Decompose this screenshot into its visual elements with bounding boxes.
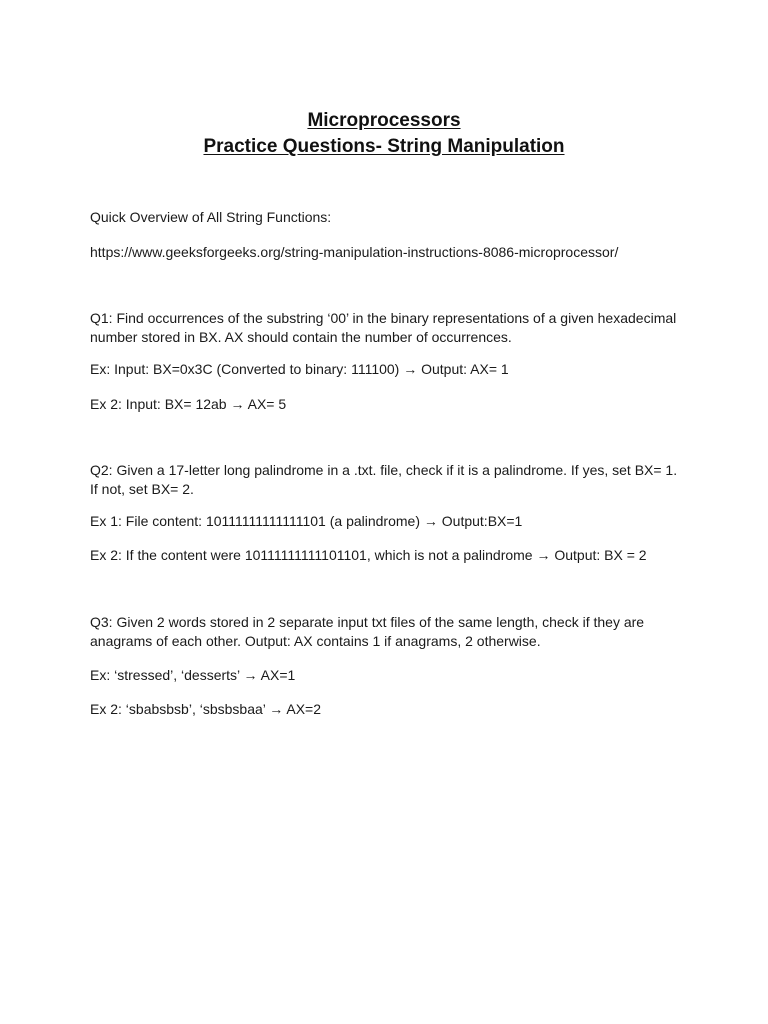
question-3-example-1: Ex: ‘stressed’, ‘desserts’ → AX=1 <box>90 667 296 683</box>
question-3-example-2: Ex 2: ‘sbabsbsb’, ‘sbsbsbaa’ → AX=2 <box>90 701 321 717</box>
question-3-text: Q3: Given 2 words stored in 2 separate input txt files of the same length, check if they are anagrams of each other. Output: AX contains 1 if anagrams, 2 otherwise. <box>90 614 645 649</box>
question-2-example-2: Ex 2: If the content were 10111111111101101, which is not a palindrome → Output: BX = 2 <box>90 547 647 563</box>
question-1-example-1: Ex: Input: BX=0x3C (Converted to binary: 111100) → Output: AX= 1 <box>90 361 509 377</box>
title-subject: Practice Questions- String Manipulation <box>203 136 565 157</box>
question-2-text: Q2: Given a 17-letter long palindrome in a .txt. file, check if it is a palindrome. If yes, set BX= 1. If not, set BX= 2. <box>90 462 678 497</box>
overview-url: https://www.geeksforgeeks.org/string-manipulation-instructions-8086-microprocessor/ <box>90 244 619 260</box>
question-2-example-1: Ex 1: File content: 10111111111111101 (a palindrome) → Output:BX=1 <box>90 513 523 529</box>
question-1-text: Q1: Find occurrences of the substring ‘00’ in the binary representations of a given hexadecimal number stored in BX. AX should contain the number of occurrences. <box>90 310 677 345</box>
title-course: Microprocessors <box>307 110 461 131</box>
overview-label: Quick Overview of All String Functions: <box>90 209 332 225</box>
document-title <box>0 108 768 160</box>
question-1-example-2: Ex 2: Input: BX= 12ab → AX= 5 <box>90 396 287 412</box>
